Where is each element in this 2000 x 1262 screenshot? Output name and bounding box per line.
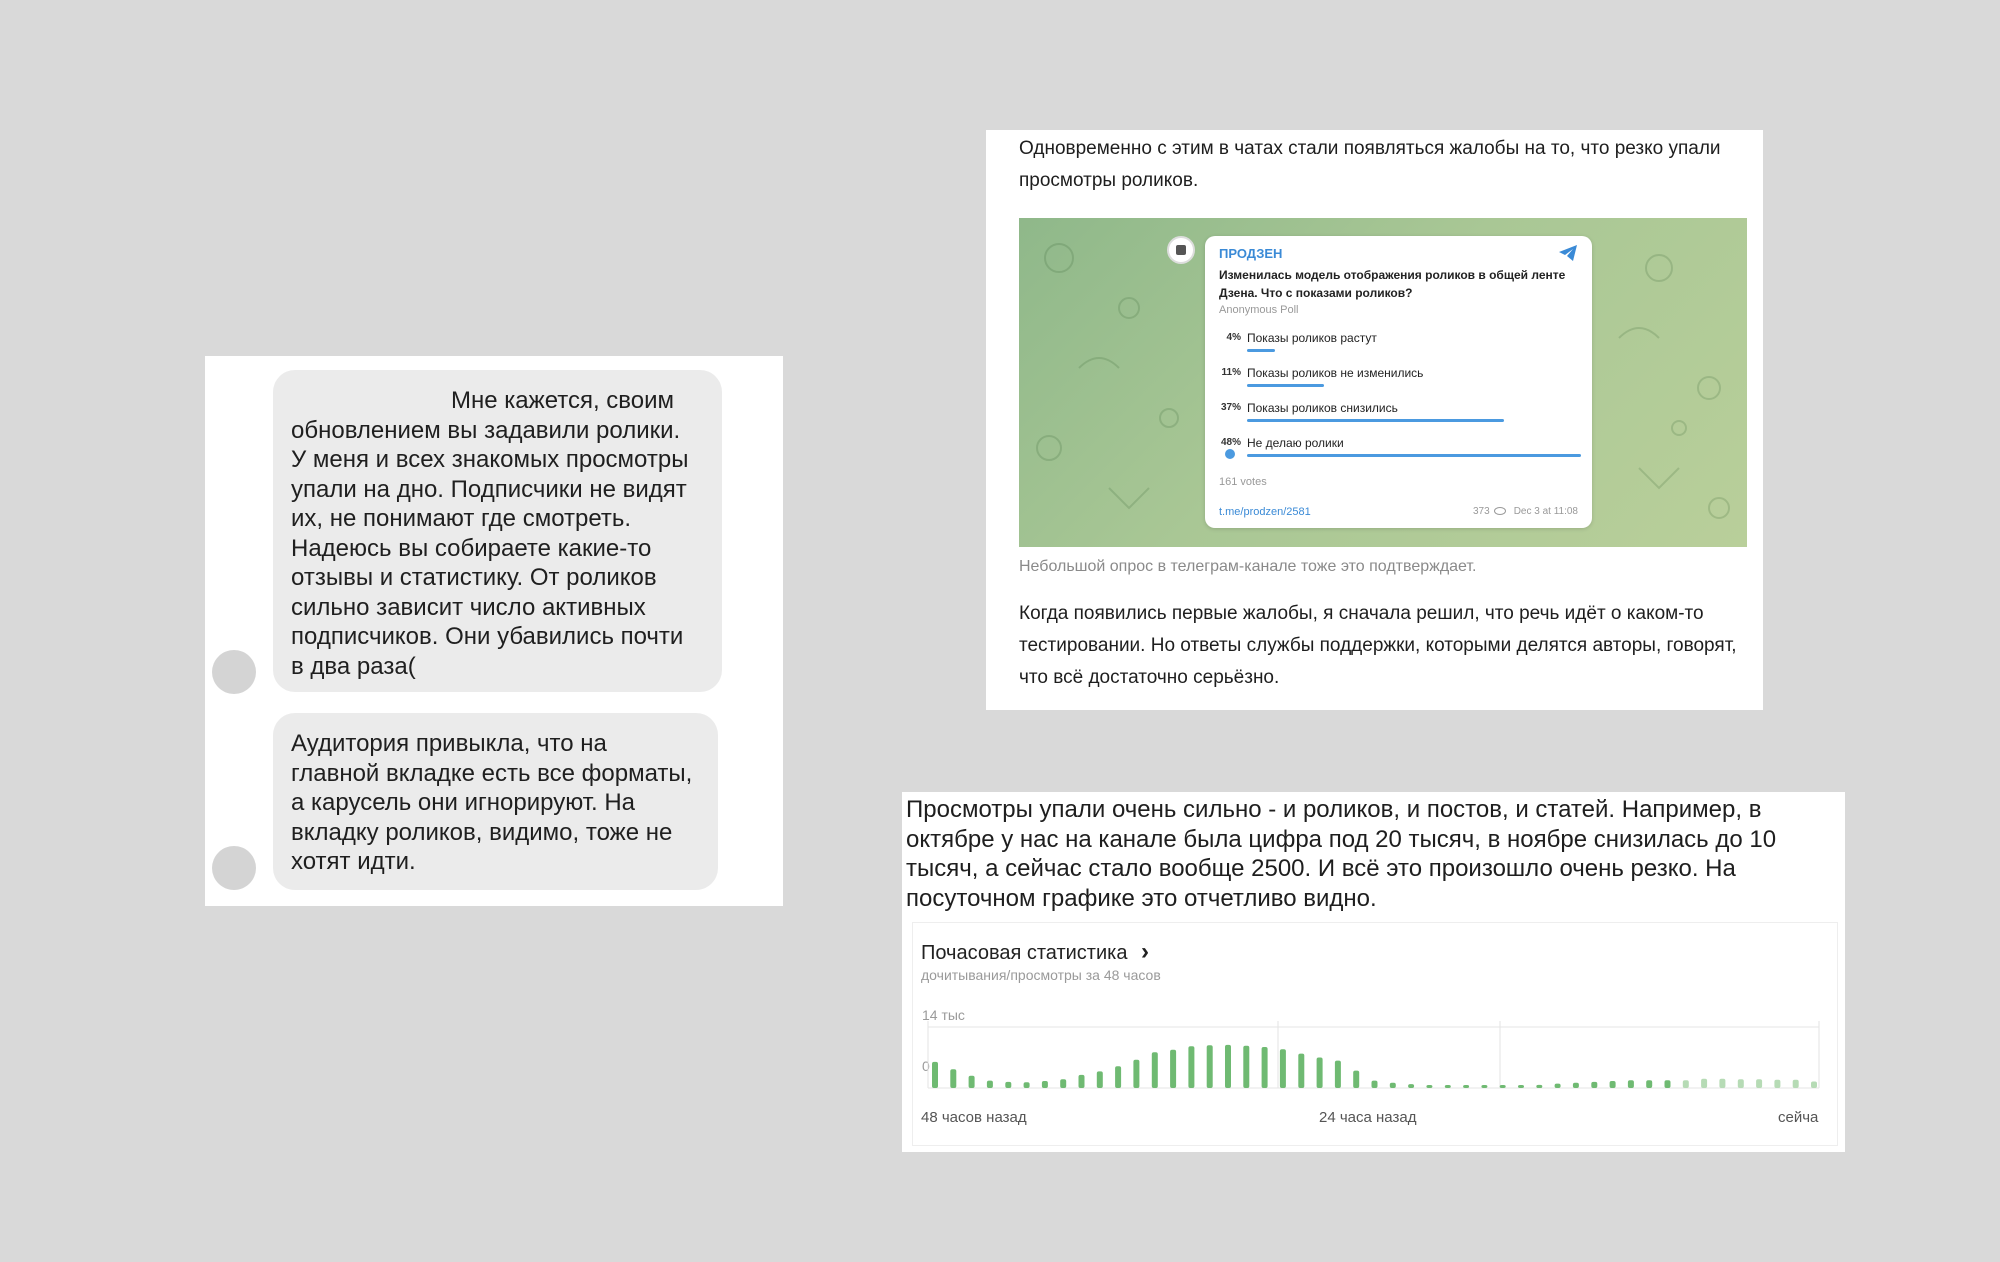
chart-bar (1115, 1066, 1121, 1088)
chart-bar (969, 1076, 975, 1088)
chart-bar (1005, 1082, 1011, 1088)
chart-bar (1097, 1071, 1103, 1088)
message-first-line: Мне кажется, своим (451, 387, 675, 414)
poll-option-percent: 4% (1226, 332, 1241, 343)
chart-bar (1738, 1079, 1744, 1088)
stats-screenshot (902, 792, 1845, 1152)
article-intro: Одновременно с этим в чатах стали появляться жалобы на то, что резко упали просмотры роликов. (1019, 138, 1721, 191)
poll-option-percent: 48% (1220, 437, 1241, 448)
chart-bar (1445, 1085, 1451, 1088)
poll-option (1219, 437, 1579, 467)
chart-bar (1701, 1079, 1707, 1088)
poll-type: Anonymous Poll (1219, 304, 1299, 316)
chart-bar (1353, 1071, 1359, 1088)
avatar (212, 846, 256, 890)
poll-votes: 161 votes (1219, 476, 1267, 488)
chart-bar (1408, 1084, 1414, 1088)
poll-option-percent: 11% (1221, 367, 1241, 378)
poll-option-bar (1247, 384, 1324, 387)
poll-option-label: Показы роликов снизились (1247, 401, 1398, 415)
poll-link[interactable]: t.me/prodzen/2581 (1219, 506, 1311, 518)
y-axis-zero-label: 0 (922, 1058, 930, 1074)
eye-icon (1494, 507, 1506, 515)
message-text: обновлением вы задавили ролики. У меня и всех знакомых просмотры упали на дно. Подписчики не видят их, не понимают где смотреть. Надеюсь вы собираете какие-то отзывы и статистику. От роликов сильно зависит число активных подписчиков. Они убавились почти в два раза( (291, 416, 689, 680)
stats-text: Просмотры упали очень сильно - и роликов, и постов, и статей. Например, в октябре у нас на канале была цифра под 20 тысяч, в ноябре снизилась до 10 тысяч, а сейчас стало вообще 2500. И всё это произошло очень резко. На посуточном графике это отчетливо видно. (906, 796, 1777, 912)
poll-option-bar (1247, 419, 1504, 422)
chart-bar (1555, 1084, 1561, 1088)
chart-bar (1372, 1081, 1378, 1088)
message-text: Аудитория привыкла, что на главной вкладке есть все форматы, а карусель они игнорируют. На вкладку роликов, видимо, тоже не хотят идти. (291, 730, 693, 875)
chart-bar (1719, 1079, 1725, 1088)
chart-bar (1573, 1083, 1579, 1088)
chart-bar (1591, 1082, 1597, 1088)
chart-bar (1298, 1054, 1304, 1088)
chart-bar (1536, 1085, 1542, 1088)
telegram-icon (1558, 244, 1578, 262)
stats-subtitle: дочитывания/просмотры за 48 часов (921, 967, 1161, 983)
poll-option-label: Показы роликов растут (1247, 331, 1377, 345)
chart-bar (987, 1081, 993, 1088)
x-axis-label-end: сейча (1778, 1109, 1819, 1126)
y-axis-max-label: 14 тыс (922, 1007, 965, 1023)
x-axis-label-middle: 24 часа назад (1319, 1109, 1417, 1126)
chart-bar (1335, 1061, 1341, 1088)
chart-bar (950, 1069, 956, 1088)
chart-bar (1262, 1047, 1268, 1088)
poll-option-percent: 37% (1220, 402, 1241, 413)
chart-bar (1774, 1080, 1780, 1088)
chart-bar (1811, 1082, 1817, 1089)
chart-bar (1628, 1080, 1634, 1088)
poll-question: Изменилась модель отображения роликов в общей ленте Дзена. Что с показами роликов? (1219, 268, 1566, 300)
poll-option (1219, 402, 1579, 432)
chart-bar (1317, 1058, 1323, 1089)
chart-bar (1481, 1085, 1487, 1088)
channel-name: ПРОДЗЕН (1219, 246, 1283, 261)
chart-bar (1188, 1046, 1194, 1088)
chart-bar (1665, 1080, 1671, 1088)
chart-bar (1500, 1085, 1506, 1088)
article-screenshot (986, 130, 1763, 710)
chart-bar (1646, 1080, 1652, 1088)
chart-bar (932, 1062, 938, 1088)
chart-bar (1390, 1083, 1396, 1088)
chart-bar (1207, 1045, 1213, 1088)
poll-option-bar (1247, 349, 1275, 352)
telegram-poll-image (1019, 218, 1747, 547)
message-bubble (273, 713, 718, 890)
chart-bar (1683, 1080, 1689, 1088)
chart-bar (1133, 1060, 1139, 1088)
chart-bar (1518, 1085, 1524, 1088)
chart-bar (1463, 1085, 1469, 1088)
chart-bar (1042, 1081, 1048, 1088)
chart-bar (1170, 1050, 1176, 1088)
chart-bar (1024, 1082, 1030, 1088)
chat-screenshot (205, 356, 783, 906)
post-date: Dec 3 at 11:08 (1513, 506, 1578, 517)
poll-meta (1473, 506, 1578, 517)
poll-option-label: Не делаю ролики (1247, 436, 1344, 450)
chart-bar (1426, 1085, 1432, 1088)
chevron-right-icon: › (1141, 938, 1150, 965)
chart-bar (1152, 1052, 1158, 1088)
poll-option (1219, 332, 1579, 362)
message-bubble (273, 370, 722, 692)
check-icon (1225, 449, 1235, 459)
views-count: 373 (1473, 506, 1490, 517)
chart-bar (1610, 1081, 1616, 1088)
poll-option (1219, 367, 1579, 397)
poll-card (1205, 236, 1592, 528)
chart-bar (1243, 1046, 1249, 1088)
chart-bar (1079, 1075, 1085, 1088)
chart-bar (1793, 1080, 1799, 1088)
chart-bar (1060, 1079, 1066, 1088)
poll-option-bar (1247, 454, 1581, 457)
article-body: Когда появились первые жалобы, я сначала решил, что речь идёт о каком-то тестировании. Но ответы службы поддержки, которыми делятся авторы, говорят, что всё достаточно серьёзно. (1019, 603, 1737, 688)
hourly-stats-card (912, 922, 1838, 1146)
chart-bar (1225, 1045, 1231, 1088)
channel-avatar (1167, 236, 1195, 264)
poll-option-label: Показы роликов не изменились (1247, 366, 1424, 380)
image-caption: Небольшой опрос в телеграм-канале тоже это подтверждает. (1019, 558, 1477, 575)
x-axis-label-start: 48 часов назад (921, 1109, 1027, 1126)
avatar (212, 650, 256, 694)
chart-bar (1756, 1079, 1762, 1088)
stats-title: Почасовая статистика (921, 942, 1128, 964)
chart-bar (1280, 1049, 1286, 1088)
